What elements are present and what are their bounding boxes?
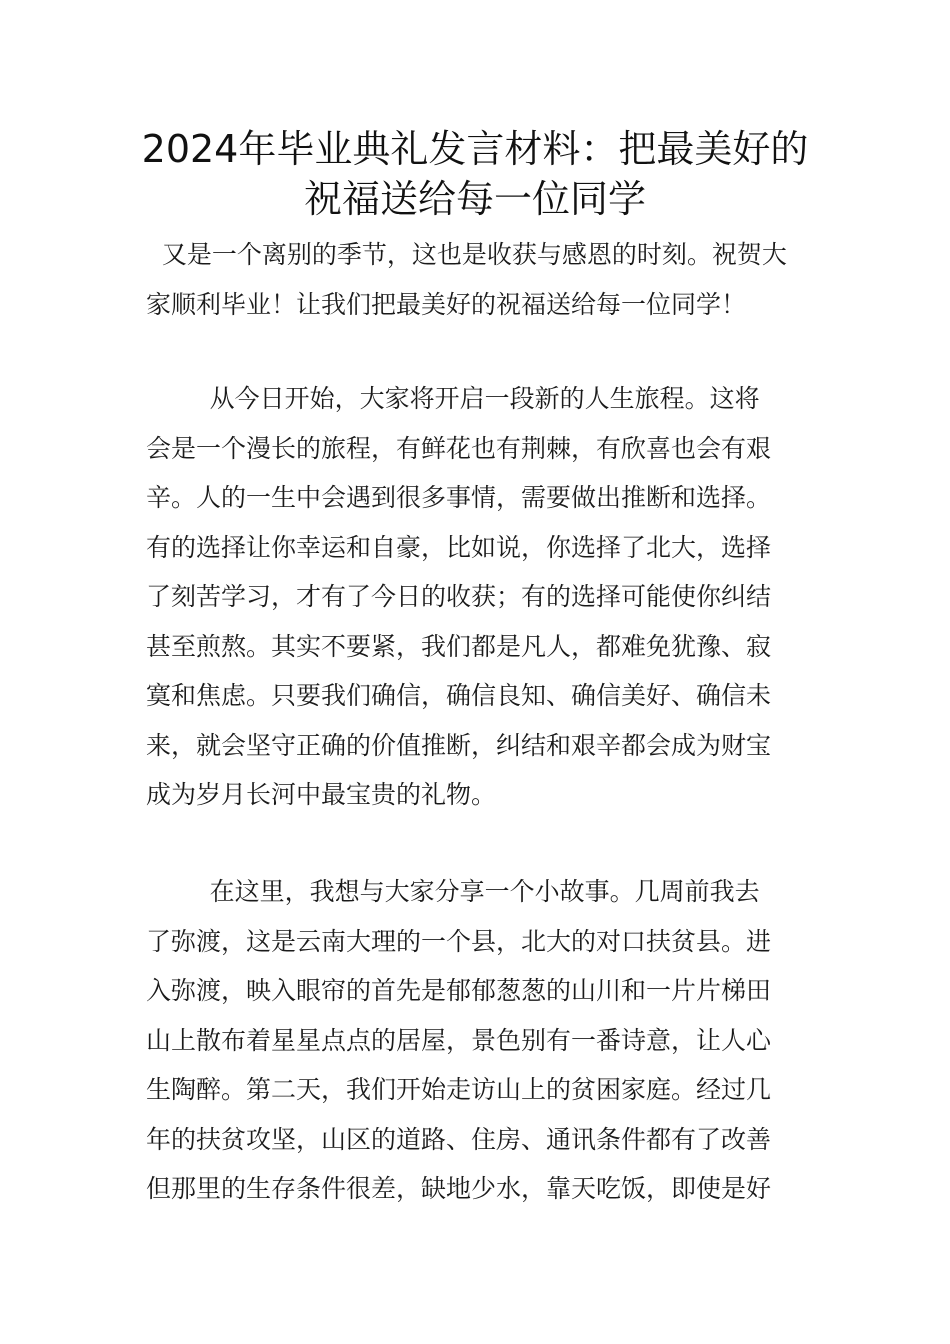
text-line: 有的选择让你幸运和自豪，比如说，你选择了北大，选择 [146,532,772,562]
text-line: 又是一个离别的季节，这也是收获与感恩的时刻。祝贺大 [146,240,787,269]
intro-paragraph [146,230,810,329]
text-line: 来，就会坚守正确的价值推断，纠结和艰辛都会成为财宝 [146,730,772,760]
text-line: 了弥渡，这是云南大理的一个县，北大的对口扶贫县。进 [146,926,772,956]
text-line: 在这里，我想与大家分享一个小故事。几周前我去 [146,877,760,906]
body-paragraph-2 [146,867,810,1214]
text-line: 会是一个漫长的旅程，有鲜花也有荆棘，有欣喜也会有艰 [146,433,772,463]
body-paragraph-1 [146,374,810,820]
text-line: 家顺利毕业！让我们把最美好的祝福送给每一位同学！ [146,289,747,319]
text-line: 成为岁月长河中最宝贵的礼物。 [146,780,497,809]
text-line: 但那里的生存条件很差，缺地少水，靠天吃饭，即使是好 [146,1174,772,1203]
document-title [120,124,830,223]
title-line: 2024年毕业典礼发言材料：把最美好的 [141,127,809,171]
text-line: 入弥渡，映入眼帘的首先是郁郁葱葱的山川和一片片梯田 [146,976,772,1005]
text-line: 辛。人的一生中会遇到很多事情，需要做出推断和选择。 [146,483,772,512]
text-line: 从今日开始，大家将开启一段新的人生旅程。这将 [146,384,760,413]
text-line: 寞和焦虑。只要我们确信，确信良知、确信美好、确信未 [146,681,772,710]
text-line: 了刻苦学习，才有了今日的收获；有的选择可能使你纠结 [146,582,772,611]
text-line: 年的扶贫攻坚，山区的道路、住房、通讯条件都有了改善 [146,1124,772,1154]
text-line: 生陶醉。第二天，我们开始走访山上的贫困家庭。经过几 [146,1075,772,1104]
text-line: 山上散布着星星点点的居屋，景色别有一番诗意，让人心 [146,1025,772,1055]
title-line: 祝福送给每一位同学 [303,176,646,221]
text-line: 甚至煎熬。其实不要紧，我们都是凡人，都难免犹豫、寂 [146,631,772,661]
